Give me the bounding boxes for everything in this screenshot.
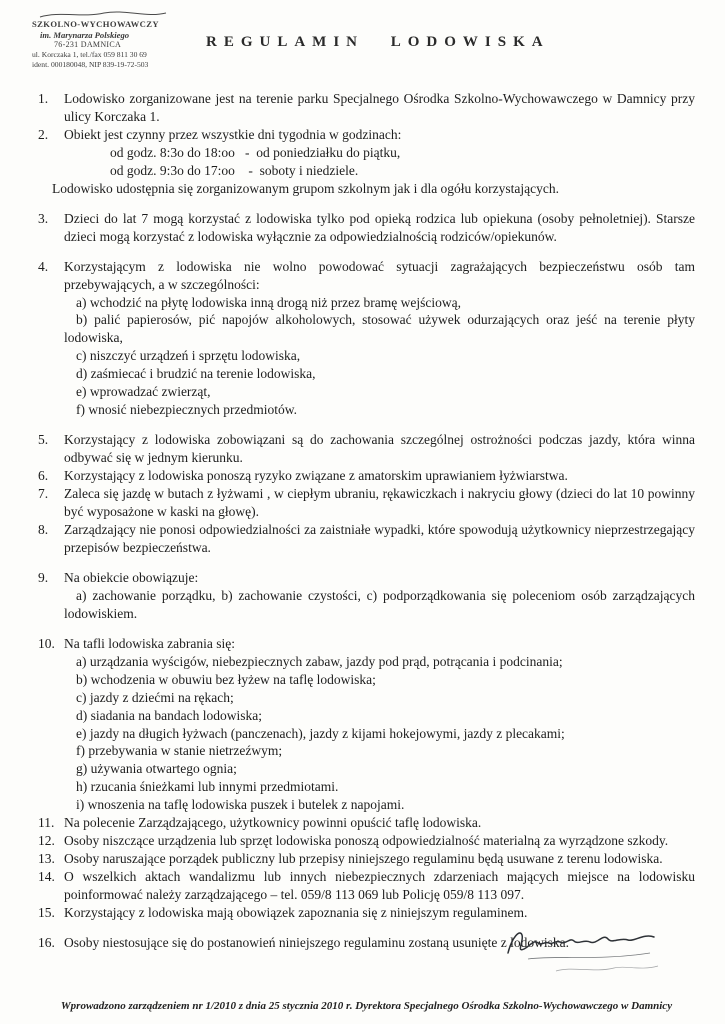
rule-item-3 xyxy=(38,210,695,246)
rule-number: 7. xyxy=(38,486,49,502)
rule-subitem: b) wchodzenia w obuwiu bez łyżew na taflę lodowiska; xyxy=(76,671,376,687)
rule-text: Na polecenie Zarządzającego, użytkownicy powinni opuścić taflę lodowiska. xyxy=(64,815,482,831)
rule-number: 9. xyxy=(38,569,49,585)
rule-item-14 xyxy=(38,868,695,904)
rule-text: Korzystającym z lodowiska nie wolno powodować sytuacji zagrażających bezpieczeństwu osób tam przebywających, a w szczególności: xyxy=(64,258,695,292)
rule-number: 5. xyxy=(38,432,49,448)
rule-subitem: e) jazdy na długich łyżwach (panczenach), jazdy z kijami hokejowymi, jazdy z plecakami; xyxy=(76,725,565,741)
rule-number: 3. xyxy=(38,210,49,226)
document-title: REGULAMIN LODOWISKA xyxy=(206,34,550,50)
rule-text: Lodowisko udostępnia się zorganizowanym grupom szkolnym jak i dla ogółu korzystających. xyxy=(52,180,560,196)
rule-number: 4. xyxy=(38,258,49,274)
rule-subitem: f) przebywania w stanie nietrzeźwym; xyxy=(76,743,283,759)
rule-text: Dzieci do lat 7 mogą korzystać z lodowiska tylko pod opieką rodzica lub opiekuna (osoby pełnoletniej). Starsze dzieci mogą korzystać z lodowiska wyłącznie za odpowiedzialnością rodziców/opiekunów. xyxy=(64,210,695,244)
rule-number: 8. xyxy=(38,521,49,537)
rule-subitem: c) jazdy z dziećmi na rękach; xyxy=(76,689,234,705)
rule-subitem: a) zachowanie porządku, b) zachowanie czystości, c) podporządkowania się poleceniom osób zarządzających lodowiskiem. xyxy=(64,587,695,621)
rule-text: O wszelkich aktach wandalizmu lub innych niebezpiecznych zdarzeniach mających miejsce na lodowisku poinformować należy zarządzającego – tel. 059/8 113 069 lub Policję 059/8 113 097. xyxy=(64,869,695,903)
rule-number: 6. xyxy=(38,468,49,484)
rule-subitem: g) używania otwartego ognia; xyxy=(76,761,237,777)
rule-item-7 xyxy=(38,485,695,521)
rule-subitem: a) urządzania wyścigów, niebezpiecznych zabaw, jazdy pod prąd, potrącania i podcinania; xyxy=(76,653,563,669)
stamp-line-ids: ident. 000180048, NIP 839-19-72-503 xyxy=(32,59,149,69)
rule-item-11 xyxy=(38,814,695,832)
rule-text: Korzystający z lodowiska zobowiązani są do zachowania szczególnej ostrożności podczas jazdy, która winna odbywać się w jednym kierunku. xyxy=(64,432,695,466)
rule-subitem: i) wnoszenia na taflę lodowiska puszek i butelek z napojami. xyxy=(76,797,405,813)
rule-item-12 xyxy=(38,832,695,850)
stamp-line-address: ul. Korczaka 1, tel./fax 059 811 30 69 xyxy=(32,50,147,60)
rules-list xyxy=(38,90,695,952)
rule-item-6 xyxy=(38,467,695,485)
rule-subitem: a) wchodzić na płytę lodowiska inną drogą niż przez bramę wejściową, xyxy=(76,294,461,310)
rule-text: Na obiekcie obowiązuje: xyxy=(64,569,199,585)
rule-number: 11. xyxy=(38,815,55,831)
rule-subitem: h) rzucania śnieżkami lub innymi przedmiotami. xyxy=(76,779,339,795)
rule-item-8 xyxy=(38,521,695,557)
rule-item-10 xyxy=(38,635,695,815)
signature-ink-icon xyxy=(498,921,673,979)
rule-subitem: c) niszczyć urządzeń i sprzętu lodowiska, xyxy=(76,348,301,364)
rule-item-1 xyxy=(38,90,695,126)
rule-text: Osoby niestosujące się do postanowień niniejszego regulaminu zostaną usunięte z lodowiska. xyxy=(64,934,570,950)
rule-subitem: d) zaśmiecać i brudzić na terenie lodowiska, xyxy=(76,366,316,382)
stamp-scribble xyxy=(38,10,168,19)
rule-number: 16. xyxy=(38,934,55,950)
rule-subitem: od godz. 8:3o do 18:oo - od poniedziałku do piątku, xyxy=(110,144,401,160)
rule-text: Obiekt jest czynny przez wszystkie dni tygodnia w godzinach: xyxy=(64,126,402,142)
rule-item-5 xyxy=(38,431,695,467)
rule-text: Korzystający z lodowiska mają obowiązek zapoznania się z niniejszym regulaminem. xyxy=(64,905,528,921)
rule-number: 14. xyxy=(38,869,55,885)
document-header xyxy=(32,8,695,74)
rule-item-4 xyxy=(38,258,695,420)
rule-item-2 xyxy=(38,126,695,198)
rule-item-13 xyxy=(38,850,695,868)
rule-subitem: e) wprowadzać zwierząt, xyxy=(76,384,211,400)
rule-text: Korzystający z lodowiska ponoszą ryzyko związane z amatorskim uprawianiem łyżwiarstwa. xyxy=(64,468,568,484)
rule-subitem: od godz. 9:3o do 17:oo - soboty i niedziele. xyxy=(110,162,359,178)
school-stamp xyxy=(32,10,217,69)
rule-text: Osoby niszczące urządzenia lub sprzęt lodowiska ponoszą odpowiedzialność materialną za wyrządzone szkody. xyxy=(64,833,669,849)
footer-note: Wprowadzono zarządzeniem nr 1/2010 z dnia 25 stycznia 2010 r. Dyrektora Specjalnego Ośrodka Szkolno-Wychowawczego w Damnicy xyxy=(60,1000,673,1012)
rule-subitem: f) wnosić niebezpiecznych przedmiotów. xyxy=(76,402,298,418)
rule-item-9 xyxy=(38,569,695,623)
stamp-line-patron: im. Marynarza Polskiego xyxy=(40,29,130,40)
rule-number: 12. xyxy=(38,833,55,849)
rule-number: 10. xyxy=(38,635,55,651)
rule-text: Zaleca się jazdę w butach z łyżwami , w ciepłym ubraniu, rękawiczkach i nakryciu głowy (dzieci do lat 10 powinny być wyposażone w kaski na głowę). xyxy=(64,486,695,520)
stamp-line-institution: SZKOLNO-WYCHOWAWCZY xyxy=(32,19,159,29)
rule-number: 13. xyxy=(38,851,55,867)
rule-subitem: d) siadania na bandach lodowiska; xyxy=(76,707,262,723)
rule-number: 15. xyxy=(38,905,55,921)
rule-text: Lodowisko zorganizowane jest na terenie parku Specjalnego Ośrodka Szkolno-Wychowawczego w Damnicy przy ulicy Korczaka 1. xyxy=(64,91,695,124)
rule-number: 1. xyxy=(38,91,49,106)
rule-number: 2. xyxy=(38,126,49,142)
rule-subitem: b) palić papierosów, pić napojów alkoholowych, stosować używek odurzających oraz jeść na terenie płyty lodowiska, xyxy=(64,312,695,346)
director-signature xyxy=(498,921,673,984)
rule-text: Na tafli lodowiska zabrania się: xyxy=(64,635,235,651)
rule-text: Zarządzający nie ponosi odpowiedzialności za zaistniałe wypadki, które spowodują użytkownicy nieprzestrzegający przepisów bezpieczeństwa. xyxy=(64,521,695,555)
stamp-line-city: 76-231 DAMNICA xyxy=(54,40,122,50)
rule-item-15 xyxy=(38,904,695,922)
rule-text: Osoby naruszające porządek publiczny lub przepisy niniejszego regulaminu będą usuwane z terenu lodowiska. xyxy=(64,851,663,867)
